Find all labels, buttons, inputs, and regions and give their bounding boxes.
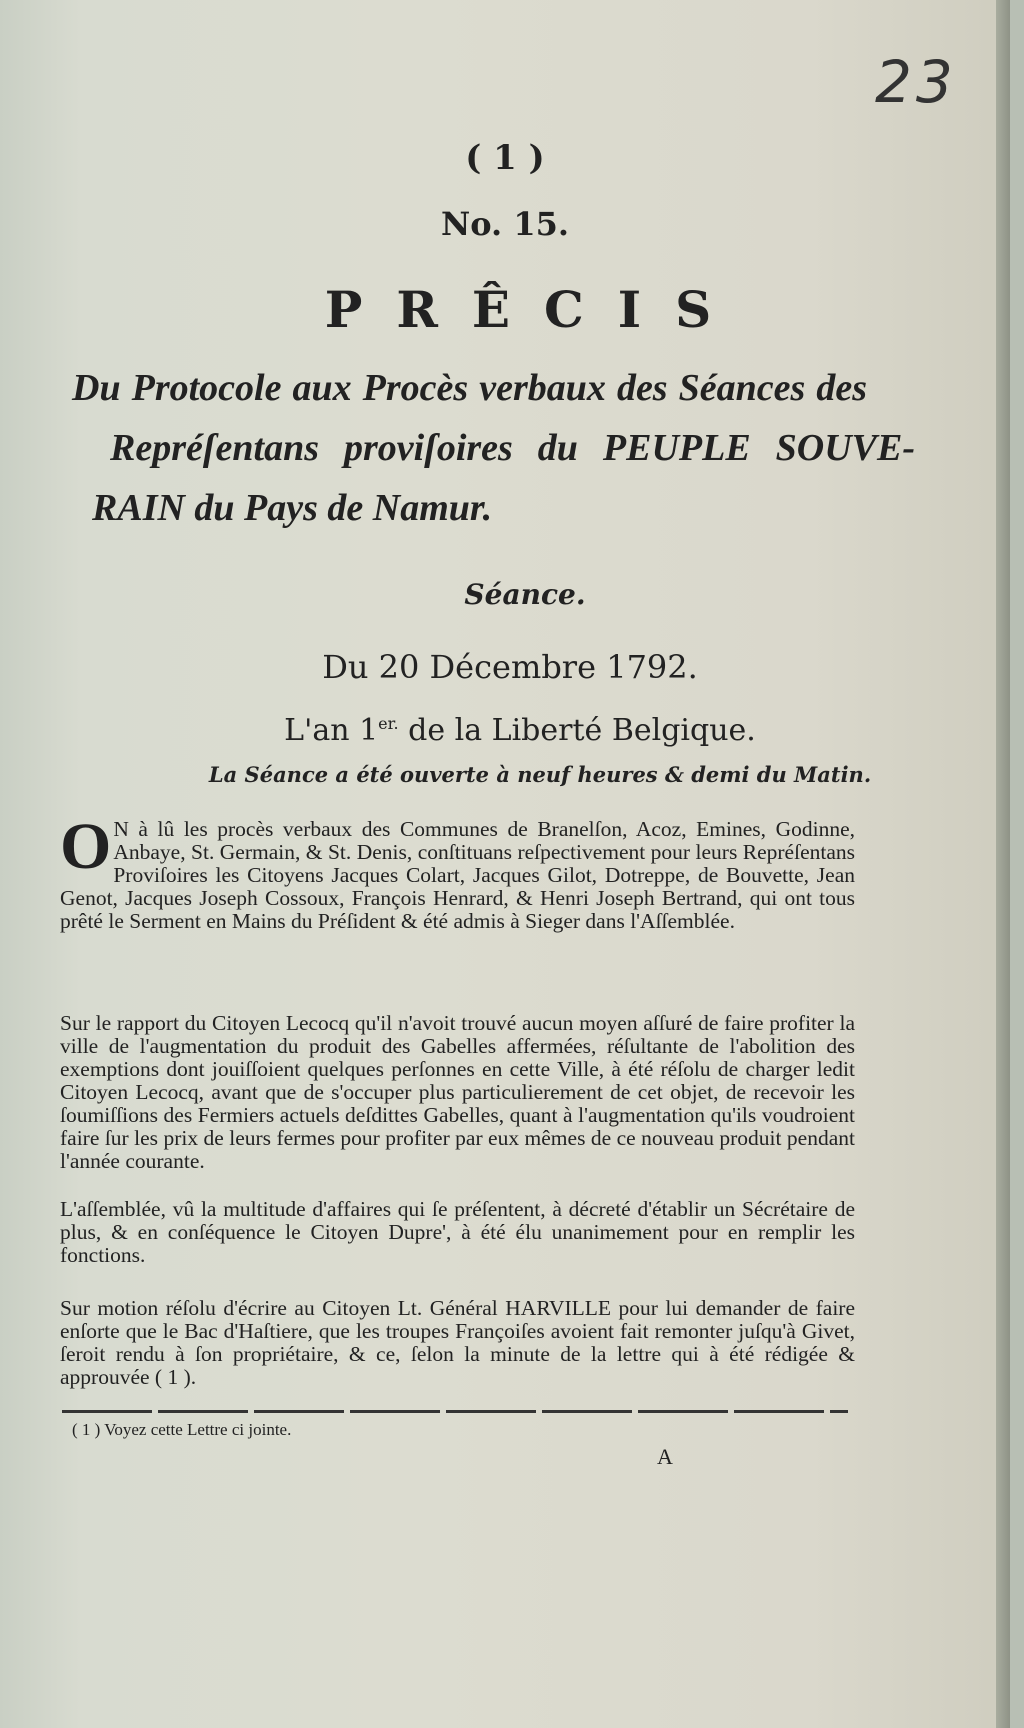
paragraph-1 <box>60 810 855 933</box>
document-title <box>72 358 915 538</box>
liberty-year-suffix: de la Liberté Belgique. <box>398 713 756 748</box>
paragraph-4: Sur motion réſolu d'écrire au Citoyen Lt. Général HARVILLE pour lui demander de faire enſorte que le Bac d'Haſtiere, que les troupes Françoiſes avoient fait remonter juſqu'à Givet, ſeroit rendu à ſon propriétaire, & ce, ſelon la minute de la lettre qui à été rédigée & approuvée ( 1 ). <box>60 1296 855 1389</box>
page-edge <box>996 0 1010 1728</box>
title-line-2: Repréſentans proviſoires du PEUPLE SOUVE- <box>110 427 915 469</box>
paragraph-3: L'aſſemblée, vû la multitude d'affaires qui ſe préſentent, à décreté d'établir un Sécrétaire de plus, & en conſéquence le Citoyen Dupre', à été élu unanimement pour en remplir les fonctions. <box>60 1197 855 1267</box>
session-label: Séance. <box>464 578 586 611</box>
title-line-1: Du Protocole aux Procès verbaux des Séances des <box>72 367 867 409</box>
liberty-year-prefix: L'an 1 <box>284 713 379 748</box>
footnote-divider <box>62 1410 848 1413</box>
drop-cap: O <box>60 810 112 883</box>
signature-mark: A <box>657 1444 673 1469</box>
handwritten-number: 23 <box>875 48 957 116</box>
paragraph-1-text: N à lû les procès verbaux des Communes de Branelſon, Acoz, Emines, Godinne, Anbaye, St. Germain, & St. Denis, conſtituans reſpectivement pour leurs Repréſentans Proviſoires les Citoyens Jacques Colart, Jacques Gilot, Dotreppe, de Bouvette, Jean Genot, Jacques Joseph Cossoux, François Henrard, & Henri Joseph Bertrand, qui ont tous prêté le Serment en Mains du Préſident & été admis à Sieger dans l'Aſſemblée. <box>60 817 855 933</box>
footnote: ( 1 ) Voyez cette Lettre ci jointe. <box>72 1420 292 1439</box>
paragraph-2: Sur le rapport du Citoyen Lecocq qu'il n'avoit trouvé aucun moyen aſſuré de faire profiter la ville de l'augmentation du produit des Gabelles affermées, réſultante de l'abolition des exemptions dont jouiſſoient quelques perſonnes en cette Ville, à été réſolu de charger ledit Citoyen Lecocq, avant que de s'occuper plus particulierement de cet objet, de recevoir les ſoumiſſions des Fermiers actuels deſdittes Gabelles, quant à l'augmentation qu'ils voudroient faire ſur les prix de leurs fermes pour profiter par eux mêmes de ce nouveau produit pendant l'année courante. <box>60 1011 855 1173</box>
session-date: Du 20 Décembre 1792. <box>322 648 698 686</box>
opening-line: La Séance a été ouverte à neuf heures & demi du Matin. <box>208 762 872 787</box>
title-line-3: RAIN du Pays de Namur. <box>92 487 493 529</box>
liberty-year-sup: er. <box>378 714 399 733</box>
liberty-year <box>0 713 1024 748</box>
page-number: ( 1 ) <box>465 138 545 178</box>
heading: PRÊCIS <box>324 280 746 339</box>
issue-number: No. 15. <box>441 205 569 243</box>
